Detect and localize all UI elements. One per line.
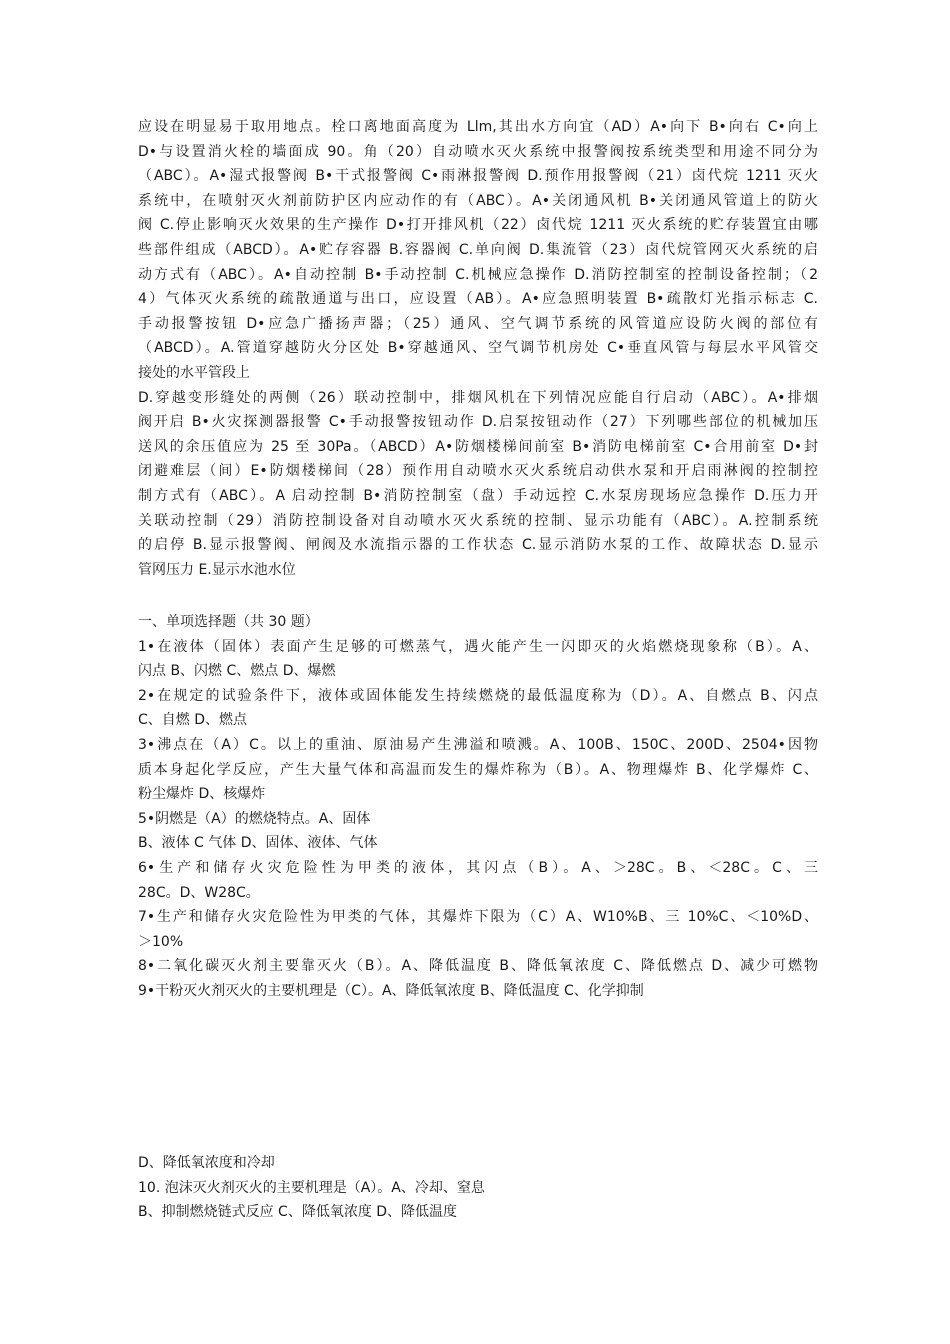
text-line: 9•干粉灭火剂灭火的主要机理是（C）。A、降低氧浓度 B、降低温度 C、化学抑制 bbox=[138, 982, 644, 999]
text-line: 管网压力 E.显示水池水位 bbox=[138, 561, 296, 578]
text-line: 送风的余压值应为 25 至 30Pa。（ABCD）A•防烟楼梯间前室 B•消防电梯前室 C•合用前室 D•封 bbox=[138, 438, 818, 455]
text-line: D•与设置消火栓的墙面成 90。角（20）自动喷水灭火系统中报警阀按系统类型和用途不同分为 bbox=[138, 143, 818, 160]
text-line: 的启停 B.显示报警阀、闸阀及水流指示器的工作状态 C.显示消防水泵的工作、故障状态 D.显示 bbox=[138, 537, 818, 554]
text-line: 阀开启 B•火灾探测器报警 C•手动报警按钮动作 D.启泵按钮动作（27）下列哪些部位的机械加压 bbox=[138, 414, 818, 431]
text-line: ＞10% bbox=[138, 933, 184, 950]
text-line: 6•生产和储存火灾危险性为甲类的液体，其闪点（B）。A、＞28C。B、＜28C。C、三 bbox=[138, 859, 818, 876]
text-line: 7•生产和储存火灾危险性为甲类的气体，其爆炸下限为（C）A、W10%B、三 10%C、＜10%D、 bbox=[138, 909, 818, 926]
text-line: 1•在液体（固体）表面产生足够的可燃蒸气，遇火能产生一闪即灭的火焰燃烧现象称（B）。A、 bbox=[138, 638, 818, 655]
text-line: 闪点 B、闪燃 C、燃点 D、爆燃 bbox=[138, 663, 336, 680]
text-line: 4）气体灭火系统的疏散通道与出口，应设置（AB）。A•应急照明装置 B•疏散灯光指示标志 C. bbox=[138, 291, 818, 308]
single-choice-section bbox=[138, 610, 818, 1004]
text-line: 2•在规定的试验条件下，液体或固体能发生持续燃烧的最低温度称为（D）。A、自燃点 B、闪点 bbox=[138, 687, 818, 704]
continued-answers bbox=[138, 1151, 818, 1225]
text-line: 28C。D、W28C。 bbox=[138, 884, 260, 901]
intro-paragraph bbox=[138, 115, 818, 582]
text-line: 应设在明显易于取用地点。栓口离地面高度为 Llm,其出水方向宜（AD）A•向下 B•向右 C•向上 bbox=[138, 119, 818, 135]
text-line: 接处的水平管段上 bbox=[138, 364, 250, 381]
text-line: B、液体 C 气体 D、固体、液体、气体 bbox=[138, 835, 378, 852]
text-line: 些部件组成（ABCD）。A•贮存容器 B.容器阀 C.单向阀 D.集流管（23）卤代烷管网灭火系统的启 bbox=[138, 241, 818, 258]
text-line: 10. 泡沫灭火剂灭火的主要机理是（A）。A、冷却、窒息 bbox=[138, 1179, 485, 1196]
text-line: 质本身起化学反应，产生大量气体和高温而发生的爆炸称为（B）。A、物理爆炸 B、化学爆炸 C、 bbox=[138, 761, 818, 778]
text-line: 动方式有（ABC）。A•自动控制 B•手动控制 C.机械应急操作 D.消防控制室的控制设备控制；（2 bbox=[138, 266, 818, 283]
text-line: 粉尘爆炸 D、核爆炸 bbox=[138, 786, 266, 803]
text-line: 闭避难层（间）E•防烟楼梯间（28）预作用自动喷水灭火系统启动供水泵和开启雨淋阀的控制控 bbox=[138, 463, 818, 480]
text-line: 3•沸点在（A）C。以上的重油、原油易产生沸溢和喷溅。A、100B、150C、200D、2504•因物 bbox=[138, 736, 818, 753]
text-line: 制方式有（ABC）。A 启动控制 B•消防控制室（盘）手动远控 C.水泵房现场应急操作 D.压力开 bbox=[138, 487, 818, 504]
text-line: 阀 C.停止影响灭火效果的生产操作 D•打开排风机（22）卤代烷 1211 灭火系统的贮存装置宜由哪 bbox=[138, 217, 818, 234]
text-line: C、自燃 D、燃点 bbox=[138, 712, 248, 729]
text-line: 系统中，在喷射灭火剂前防护区内应动作的有（ABC）。A•关闭通风机 B•关闭通风管道上的防火 bbox=[138, 192, 818, 209]
text-line: 8•二氧化碳灭火剂主要靠灭火（B）。A、降低温度 B、降低氧浓度 C、降低燃点 D、减少可燃物 bbox=[138, 958, 818, 975]
text-line: D、降低氧浓度和冷却 bbox=[138, 1155, 275, 1171]
text-line: B、抑制燃烧链式反应 C、降低氧浓度 D、降低温度 bbox=[138, 1204, 458, 1221]
text-line: D.穿越变形缝处的两侧（26）联动控制中，排烟风机在下列情况应能自行启动（ABC）。A•排烟 bbox=[138, 389, 818, 406]
text-line: （ABCD）。A.管道穿越防火分区处 B•穿越通风、空气调节机房处 C•垂直风管与每层水平风管交 bbox=[138, 340, 818, 357]
text-line: 5•阴燃是（A）的燃烧特点。A、固体 bbox=[138, 810, 371, 827]
text-line: 手动报警按钮 D•应急广播扬声器；（25）通风、空气调节系统的风管道应设防火阀的部位有 bbox=[138, 315, 818, 332]
text-line: 关联动控制（29）消防控制设备对自动喷水灭火系统的控制、显示功能有（ABC）。A.控制系统 bbox=[138, 512, 818, 529]
section-heading: 一、单项选择题（共 30 题） bbox=[138, 614, 319, 630]
text-line: （ABC）。A•湿式报警阀 B•干式报警阀 C•雨淋报警阀 D.预作用报警阀（21）卤代烷 1211 灭火 bbox=[138, 168, 818, 185]
